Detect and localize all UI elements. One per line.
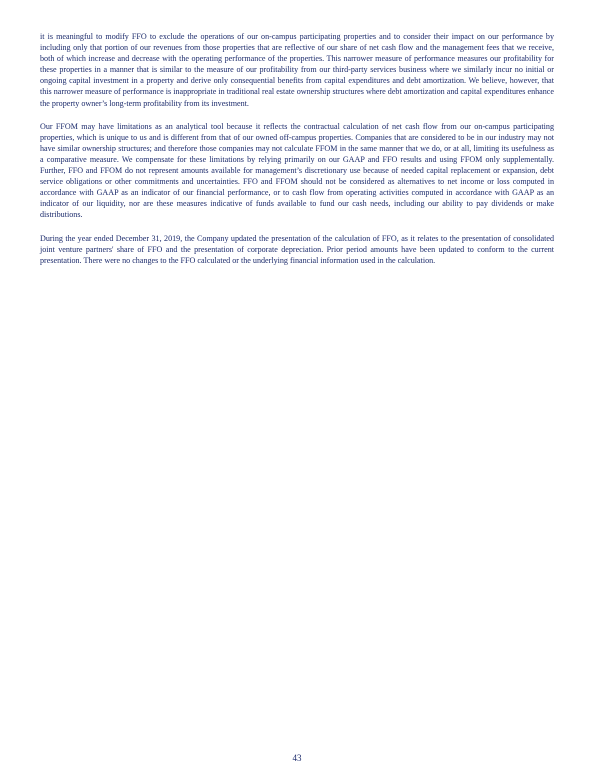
document-body [40, 31, 554, 278]
page-number: 43 [292, 753, 302, 763]
ffo-presentation-update-paragraph: During the year ended December 31, 2019, the Company updated the presentation of the calculation of FFO, as it relates to the presentation of consolidated joint venture partners' share of FFO and the presentation of corporate depreciation. Prior period amounts have been updated to conform to the current presentation. There were no changes to the FFO calculated or the underlying financial information used in the calculation. [40, 233, 554, 265]
ffom-rationale-paragraph: it is meaningful to modify FFO to exclude the operations of our on-campus participating properties and to consider their impact on our performance by including only that portion of our revenues from those properties that are reflective of our share of net cash flow and the management fees that we receive, both of which increase and decrease with the operating performance of the properties. This narrower measure of performance measures our profitability for these properties in a manner that is similar to the measure of our profitability from our third-party services business where we similarly incur no initial or ongoing capital investment in a property and derive only consequential benefits from capital expenditures and debt amortization. We believe, however, that this narrower measure of performance is inappropriate in traditional real estate ownership structures where debt amortization and capital expenditures enhance the property owner’s long-term profitability from its investment. [40, 32, 554, 108]
ffom-limitations-paragraph: Our FFOM may have limitations as an analytical tool because it reflects the contractual calculation of net cash flow from our on-campus participating properties, which is unique to us and is different from that of our owned off-campus properties. Companies that are considered to be in our industry may not have similar ownership structures; and therefore those companies may not calculate FFOM in the same manner that we do, or at all, limiting its usefulness as a comparative measure. We compensate for these limitations by relying primarily on our GAAP and FFO results and using FFOM only supplementally. Further, FFO and FFOM do not represent amounts available for management’s discretionary use because of needed capital replacement or expansion, debt service obligations or other commitments and uncertainties. FFO and FFOM should not be considered as alternatives to net income or loss computed in accordance with GAAP as an indicator of our financial performance, or to cash flow from operating activities computed in accordance with GAAP as an indicator of our liquidity, nor are these measures indicative of funds available to fund our cash needs, including our ability to pay dividends or make distributions. [40, 121, 554, 220]
